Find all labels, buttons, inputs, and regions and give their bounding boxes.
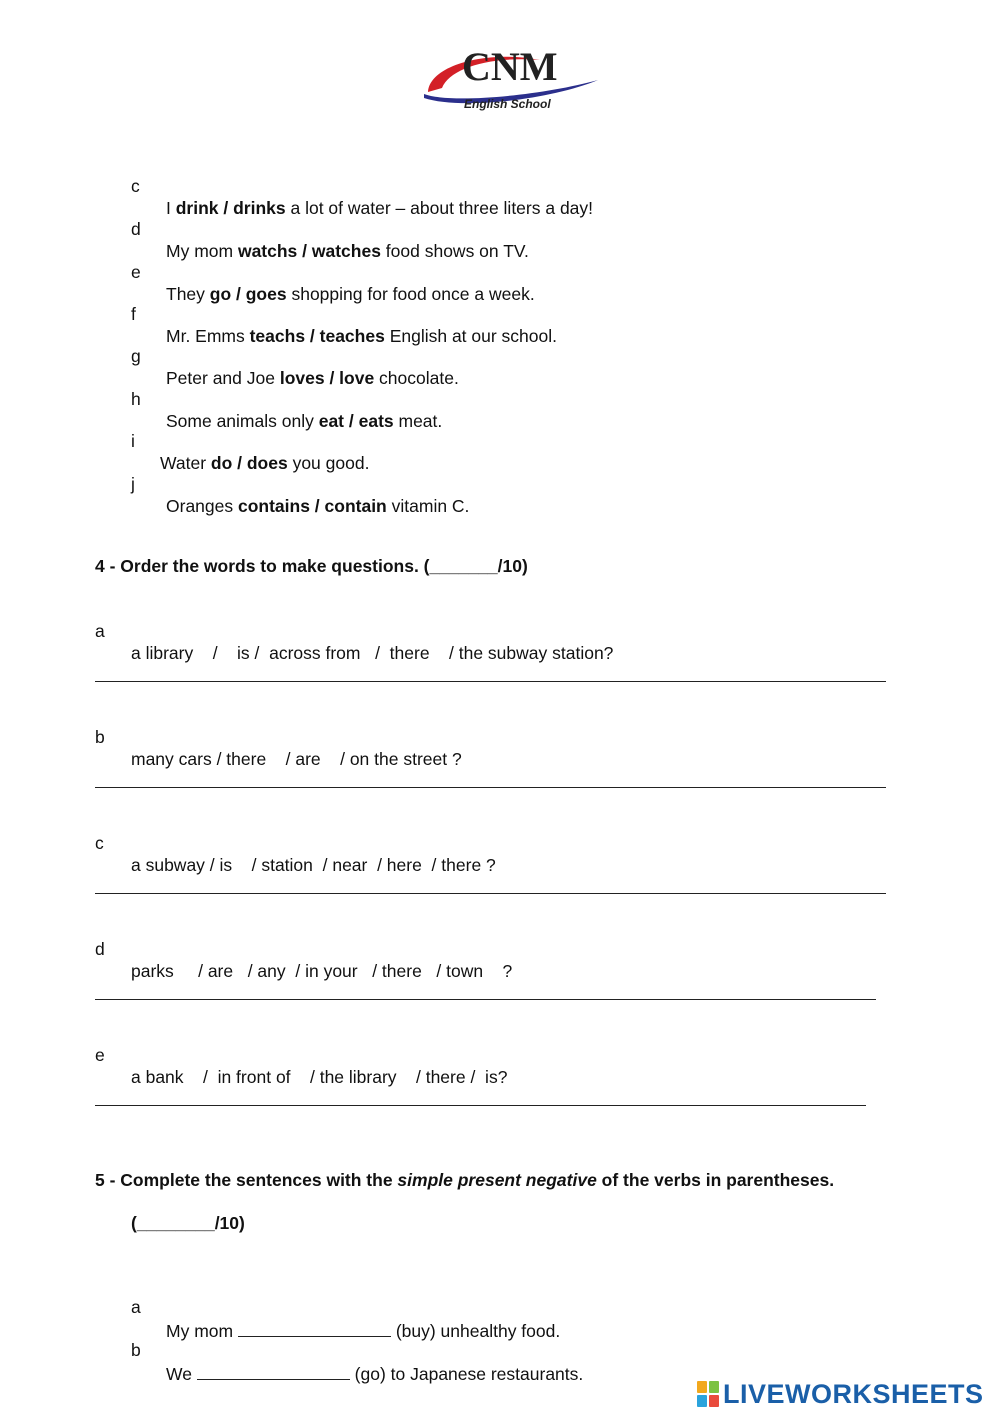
item-text: Oranges	[166, 496, 238, 516]
item-text: English at our school.	[384, 326, 558, 346]
liveworksheets-brand: LIVEWORKSHEETS	[723, 1378, 984, 1409]
answer-line[interactable]	[95, 893, 886, 894]
item-text: Peter and Joe	[166, 368, 280, 388]
list-item	[0, 810, 496, 898]
item-text: food shows on TV.	[380, 241, 529, 261]
liveworksheets-logo	[697, 1378, 984, 1410]
item-letter: b	[95, 727, 105, 747]
item-text: a library / is / across from / there / the subway station?	[131, 643, 614, 663]
item-letter: g	[131, 346, 141, 366]
item-text: I	[166, 198, 176, 218]
heading-text: 5 - Complete the sentences with the	[95, 1170, 398, 1190]
item-text: My mom	[166, 1321, 238, 1341]
item-text: you good.	[287, 453, 370, 473]
svg-text:English School: English School	[464, 97, 551, 111]
item-text: a lot of water – about three liters a day!	[285, 198, 594, 218]
item-text: parks / are / any / in your / there / town ?	[131, 961, 513, 981]
item-letter: a	[131, 1297, 141, 1317]
answer-blank[interactable]	[238, 1318, 391, 1337]
item-text: (buy) unhealthy food.	[390, 1321, 561, 1341]
section-heading	[95, 1169, 834, 1191]
answer-line[interactable]	[95, 999, 876, 1000]
item-letter: d	[95, 939, 105, 959]
liveworksheets-icon	[697, 1381, 719, 1407]
choice-text[interactable]: teachs / teaches	[249, 326, 385, 346]
item-letter: h	[131, 389, 141, 409]
choice-text[interactable]: eat / eats	[318, 411, 394, 431]
list-item	[0, 598, 614, 686]
item-text: (go) to Japanese restaurants.	[349, 1364, 584, 1384]
cnm-logo	[420, 44, 605, 116]
section-heading: 4 - Order the words to make questions. (_______/10)	[95, 556, 528, 576]
answer-blank[interactable]	[197, 1361, 350, 1380]
choice-text[interactable]: drink / drinks	[175, 198, 286, 218]
answer-line[interactable]	[95, 787, 886, 788]
item-letter: c	[131, 176, 140, 196]
item-letter: i	[131, 431, 135, 451]
item-text: chocolate.	[374, 368, 459, 388]
item-text: a bank / in front of / the library / there / is?	[131, 1067, 508, 1087]
choice-text[interactable]: watchs / watches	[237, 241, 381, 261]
item-text: a subway / is / station / near / here / there ?	[131, 855, 496, 875]
list-item	[0, 1022, 508, 1110]
list-item	[0, 704, 462, 792]
list-item	[0, 916, 513, 1004]
svg-text:CNM: CNM	[462, 44, 558, 89]
choice-text[interactable]: loves / love	[279, 368, 375, 388]
item-text: My mom	[166, 241, 238, 261]
heading-italic-text: simple present negative	[397, 1170, 597, 1190]
answer-line[interactable]	[95, 681, 886, 682]
item-text: shopping for food once a week.	[286, 284, 535, 304]
item-text: meat.	[393, 411, 443, 431]
item-letter: d	[131, 219, 141, 239]
item-letter: e	[131, 262, 141, 282]
item-letter: j	[131, 474, 135, 494]
choice-text[interactable]: go / goes	[209, 284, 287, 304]
item-text: We	[166, 1364, 197, 1384]
item-letter: c	[95, 833, 104, 853]
item-text: vitamin C.	[386, 496, 470, 516]
item-letter: b	[131, 1340, 141, 1360]
answer-line[interactable]	[95, 1105, 866, 1106]
item-text: Some animals only	[166, 411, 319, 431]
choice-text[interactable]: contains / contain	[237, 496, 387, 516]
item-text: Mr. Emms	[166, 326, 250, 346]
score-box: (________/10)	[131, 1213, 245, 1233]
item-letter: e	[95, 1045, 105, 1065]
heading-text: of the verbs in parentheses.	[596, 1170, 835, 1190]
choice-text[interactable]: do / does	[210, 453, 288, 473]
item-text: many cars / there / are / on the street ?	[131, 749, 462, 769]
item-text: Water	[160, 453, 211, 473]
item-letter: f	[131, 304, 136, 324]
item-letter: a	[95, 621, 105, 641]
item-text: They	[166, 284, 210, 304]
